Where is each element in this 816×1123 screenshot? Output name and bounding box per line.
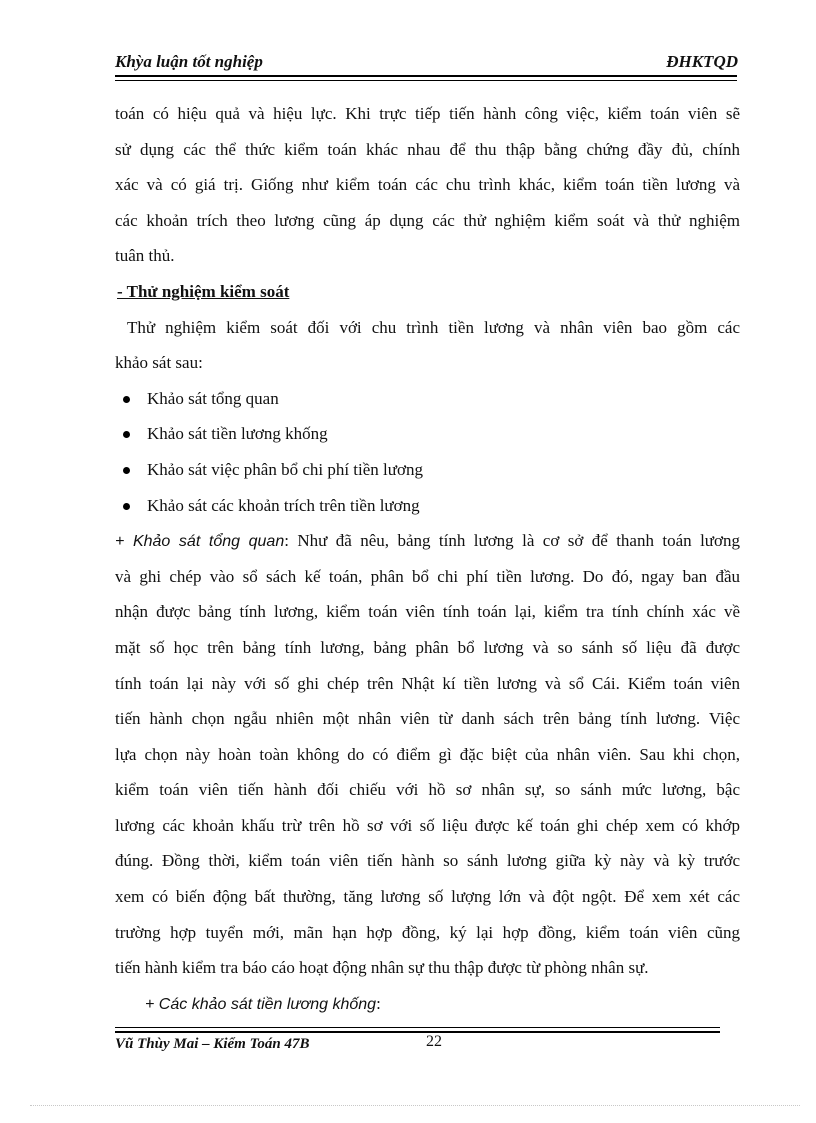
paragraph-line: tiến hành kiểm tra báo cáo hoạt động nhân sự thu thập được từ phòng nhân sự. <box>115 958 649 978</box>
paragraph-line: tiến hành chọn ngẫu nhiên một nhân viên từ danh sách trên bảng tính lương. Việc <box>115 709 740 729</box>
paragraph-line: lương các khoản khấu trừ trên hồ sơ với số liệu được kế toán ghi chép xem có khớp <box>115 815 740 835</box>
paragraph-line: trường hợp tuyển mới, mãn hạn hợp đồng, ký lại hợp đồng, kiểm toán viên cũng <box>115 922 740 942</box>
next-section-line <box>115 986 740 1022</box>
bullet-text: Khảo sát các khoản trích trên tiền lương <box>147 495 420 515</box>
paragraph-line: đúng. Đồng thời, kiểm toán viên tiến hành so sánh lương giữa kỳ này và kỳ trước <box>115 851 740 871</box>
footer-rule <box>115 1027 720 1033</box>
paragraph-line: và ghi chép vào sổ sách kế toán, phân bổ chi phí tiền lương. Do đó, ngay ban đầu <box>115 566 740 586</box>
paragraph-line: các khoản trích theo lương cũng áp dụng các thử nghiệm kiểm soát và thử nghiệm <box>115 210 740 230</box>
paragraph-line: toán có hiệu quả và hiệu lực. Khi trực tiếp tiến hành công việc, kiểm toán viên sẽ <box>115 104 740 123</box>
footer-author: Vũ Thùy Mai – Kiểm Toán 47B <box>115 1036 310 1052</box>
next-section-term: + Các khảo sát tiền lương khống <box>145 995 377 1013</box>
overview-lead-text: : Như đã nêu, bảng tính lương là cơ sở để thanh toán lương <box>284 531 740 551</box>
bullet-item <box>115 381 740 417</box>
paragraph-line: lựa chọn này hoàn toàn không do có điểm gì đặc biệt của nhân viên. Sau khi chọn, <box>115 744 740 764</box>
bullet-item <box>115 488 740 524</box>
paragraph-line: kiểm toán viên tiến hành đối chiếu với hồ sơ nhân sự, so sánh mức lương, bậc <box>115 780 740 800</box>
paragraph-line: tính toán lại này với số ghi chép trên Nhật kí tiền lương và sổ Cái. Kiểm toán viên <box>115 673 740 693</box>
bullet-icon <box>123 503 130 510</box>
intro-line: Thử nghiệm kiểm soát đối với chu trình tiền lương và nhân viên bao gồm các <box>127 317 740 337</box>
bullet-icon <box>123 396 130 403</box>
paragraph-line: nhận được bảng tính lương, kiểm toán viên tính toán lại, kiểm tra tính chính xác về <box>115 602 740 622</box>
bottom-dotted-border <box>30 1105 800 1106</box>
header-university: ĐHKTQD <box>666 52 738 71</box>
overview-lead-line <box>115 523 740 559</box>
page-body <box>115 96 740 1021</box>
paragraph-line: xem có biến động bất thường, tăng lương số lượng lớn và đột ngột. Để xem xét các <box>115 887 740 907</box>
bullet-text: Khảo sát tiền lương khống <box>147 424 328 444</box>
bullet-item <box>115 416 740 452</box>
paragraph-line: tuân thủ. <box>115 246 175 266</box>
intro-line: khảo sát sau: <box>115 353 203 373</box>
paragraph-line: mặt số học trên bảng tính lương, bảng phân bổ lương và so sánh số liệu đã được <box>115 637 740 657</box>
header-rule <box>115 75 737 81</box>
bullet-text: Khảo sát tổng quan <box>147 388 279 408</box>
bullet-text: Khảo sát việc phân bổ chi phí tiền lương <box>147 459 423 479</box>
section-heading-row <box>115 274 740 310</box>
header-thesis-title: Khỳa luận tốt nghiệp <box>115 52 263 71</box>
overview-term: Khảo sát tổng quan <box>132 533 285 551</box>
paragraph-line: sử dụng các thể thức kiểm toán khác nhau để thu thập bằng chứng đầy đủ, chính <box>115 139 740 159</box>
page-number: 22 <box>426 1033 442 1050</box>
section-heading: - Thử nghiệm kiểm soát <box>117 281 290 301</box>
bullet-icon <box>123 431 130 438</box>
overview-plus: + <box>115 533 133 551</box>
next-section-colon: : <box>376 993 381 1013</box>
bullet-item <box>115 452 740 488</box>
bullet-icon <box>123 467 130 474</box>
paragraph-line: xác và có giá trị. Giống như kiểm toán các chu trình khác, kiểm toán tiền lương và <box>115 175 740 195</box>
